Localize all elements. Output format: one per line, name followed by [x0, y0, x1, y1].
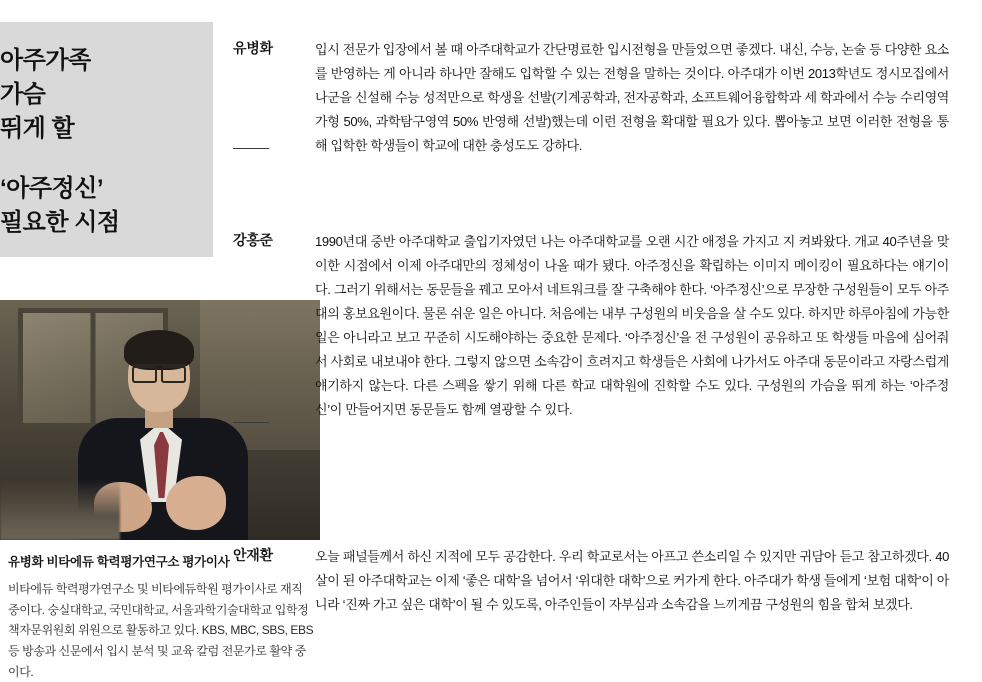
left-column [0, 0, 320, 678]
photo-caption [8, 552, 314, 682]
headline-line-1: 아주가족 [0, 47, 91, 74]
photo-right-hand [166, 476, 226, 530]
speaker-name: 유병화 [233, 40, 273, 56]
caption-name: 유병화 비타에듀 학력평가연구소 평가이사 [8, 555, 230, 569]
headline-line-2: 가슴 [0, 81, 46, 109]
interview-portrait-photo [0, 300, 320, 540]
speaker-name: 강홍준 [233, 232, 273, 248]
speaker-divider [233, 148, 269, 149]
glasses-icon [132, 364, 186, 379]
headline-line-4: ‘아주정신’ [0, 175, 104, 203]
speaker-divider [233, 422, 269, 423]
headline-line-3: 뛰게 할 [0, 115, 75, 143]
headline-block [0, 22, 213, 257]
speaker-name: 안재환 [233, 547, 273, 563]
headline-spacer [0, 146, 195, 172]
photo-foreground-blur [0, 478, 120, 540]
headline-line-5: 필요한 시점 [0, 209, 120, 237]
speaker-quote: 1990년대 중반 아주대학교 출입기자였던 나는 아주대학교를 오랜 시간 애정을 가지고 지 켜봐왔다. 개교 40주년을 맞이한 시점에서 이제 아주대만의 정체성이 나올 때가 됐다. 아주정신을 확립하는 이미지 메이킹이 필요하다는 얘기이다. 그러기 위해서는 동문들을 꿰고 모아서 네트워크를 잘 구축해야 한다. ‘아주정신’으로 무장한 구성원들이 모두 아주대의 홍보요원이다. 물론 쉬운 일은 아니다. 처음에는 내부 구성원의 비웃음을 살 수도 있다. 하지만 하루아침에 가능한 일은 아니라고 보고 꾸준히 시도해야하는 중요한 문제다. ‘아주정신’을 전 구성원이 공유하고 또 학생들 마음에 심어줘서 사회로 내보내야 한다. 그렇지 않으면 소속감이 흐려지고 학생들은 사회에 나가서도 아주대 동문이라고 자랑스럽게 얘기하지 않는다. 다른 스펙을 쌓기 위해 다른 학교 대학원에 진학할 수도 있다. 구성원의 가슴을 뛰게 하는 ‘아주정신’이 만들어지면 동문들도 함께 열광할 수 있다. [315, 234, 949, 418]
caption-body: 비타에듀 학력평가연구소 및 비타에듀학원 평가이사로 재직 중이다. 숭실대학교, 국민대학교, 서울과학기술대학교 입학정책자문위원회 위원으로 활동하고 있다. KBS, MBC, SBS, EBS 등 방송과 신문에서 입시 분석 및 교육 칼럼 전문가로 활약 중이다. [8, 582, 314, 679]
speaker-quote: 입시 전문가 입장에서 볼 때 아주대학교가 간단명료한 입시전형을 만들었으면 좋겠다. 내신, 수능, 논술 등 다양한 요소를 반영하는 게 아니라 하나만 잘해도 입학할 수 있는 전형을 말하는 것이다. 아주대가 이번 2013학년도 정시모집에서 나군을 신설해 수능 성적만으로 학생을 선발(기계공학과, 전자공학과, 소프트웨어융합학과 세 학과에서 수능 수리영역 가형 50%, 과학탐구영역 50% 반영해 선발)했는데 이런 전형을 확대할 필요가 있다. 뽑아놓고 보면 이러한 전형을 통해 입학한 학생들이 학교에 대한 충성도도 강하다. [315, 42, 949, 154]
speaker-quote: 오늘 패널들께서 하신 지적에 모두 공감한다. 우리 학교로서는 아프고 쓴소리일 수 있지만 귀담아 듣고 참고하겠다. 40살이 된 아주대학교는 이제 ‘좋은 대학’을 넘어서 ‘위대한 대학’으로 커가게 한다. 아주대가 학생 들에게 ‘보험 대학’이 아니라 ‘진짜 가고 싶은 대학’이 될 수 있도록, 아주인들이 자부심과 소속감을 느끼게끔 구성원의 힘을 합쳐 보겠다. [315, 549, 949, 613]
